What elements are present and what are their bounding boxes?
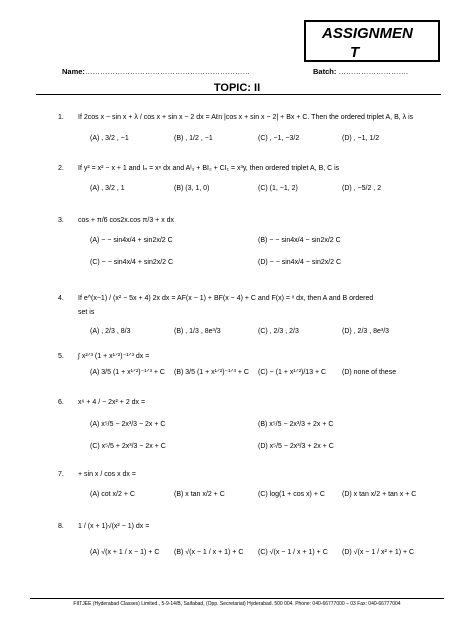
option-c: (C) (1, −1, 2) xyxy=(258,185,298,192)
option-d: (D) , −5/2 , 2 xyxy=(342,185,382,192)
option-b: (B) x tan x/2 + C xyxy=(174,491,225,498)
question-stem: If e^(x−1) / (x² − 5x + 4) 2x dx = AF(x − 1) + BF(x − 4) + C and F(x) = ˣ dx, then A and B ordered xyxy=(78,295,374,302)
question-stem: If y² = x² − x + 1 and Iₙ = xⁿ dx and Aᴵ₃ + BI₂ + CI₁ = x³y, then ordered triplet A, B, C is xyxy=(78,165,340,172)
batch-field xyxy=(313,67,408,76)
question-number: 8. xyxy=(58,523,64,530)
question-number: 7. xyxy=(58,471,64,478)
option-d: (D) − − sin4x/4 − sin2x/2 C xyxy=(258,259,342,266)
option-b: (B) √(x − 1 / x + 1) + C xyxy=(174,549,244,556)
name-field xyxy=(62,67,250,76)
option-c: (C) √(x − 1 / x + 1) + C xyxy=(258,549,328,556)
option-a: (A) , 3/2 , −1 xyxy=(90,135,129,142)
option-a: (A) , 2/3 , 8/3 xyxy=(90,328,131,335)
option-d: (D) x tan x/2 + tan x + C xyxy=(342,491,417,498)
question-number: 2. xyxy=(58,165,64,172)
option-a: (A) √(x + 1 / x − 1) + C xyxy=(90,549,160,556)
assignment-title-line1: ASSIGNMEN xyxy=(322,25,413,42)
assignment-title-line2: T xyxy=(350,44,360,61)
option-c: (C) − − sin4x/4 + sin2x/2 C xyxy=(90,259,174,266)
topic-heading: TOPIC: II xyxy=(213,82,261,94)
question-stem-continued: set is xyxy=(78,309,95,316)
question-stem: x⁶ + 4 / − 2x² + 2 dx = xyxy=(78,399,146,406)
question-stem: cos + π/6 cos2x.cos π/3 + x dx xyxy=(78,217,175,224)
assignment-title-box xyxy=(304,20,440,62)
question-number: 5. xyxy=(58,353,64,360)
option-a: (A) x⁵/5 − 2x³/3 − 2x + C xyxy=(90,421,166,428)
option-b: (B) 3/5 (1 + x¹ᐟ²)⁻¹ᐟ³ + C xyxy=(174,369,249,376)
name-label: Name: xyxy=(62,67,85,76)
question-stem: 1 / (x + 1)√(x² − 1) dx = xyxy=(78,523,150,530)
option-b: (B) x⁵/5 − 2x³/3 + 2x + C xyxy=(258,421,334,428)
option-b: (B) − − sin4x/4 − sin2x/2 C xyxy=(258,237,341,244)
option-c: (C) x⁵/5 + 2x³/3 − 2x + C xyxy=(90,443,166,450)
option-c: (C) , 2/3 , 2/3 xyxy=(258,328,299,335)
page-footer: FIITJEE (Hyderabad Classes) Limited., 5-9-14/B, Saifabad, (Opp. Secretariat) Hyderabad. 500 004. Phone: 040-66777000 – 03 Fax: 040-66777004 xyxy=(30,598,444,607)
question-number: 1. xyxy=(58,114,64,121)
option-d: (D) √(x − 1 / x² + 1) + C xyxy=(342,549,415,556)
option-d: (D) none of these xyxy=(342,369,397,376)
option-b: (B) (3, 1, 0) xyxy=(174,185,210,192)
batch-label: Batch: xyxy=(313,67,337,76)
batch-blank: ………………………. xyxy=(338,67,409,76)
option-a: (A) 3/5 (1 + x¹ᐟ²)⁻¹ᐟ³ + C xyxy=(90,369,165,376)
question-number: 6. xyxy=(58,399,64,406)
option-c: (C) , −1, −3/2 xyxy=(258,135,300,142)
question-stem: + sin x / cos x dx = xyxy=(78,471,136,478)
option-a: (A) cot x/2 + C xyxy=(90,491,135,498)
option-c: (C) log(1 + cos x) + C xyxy=(258,491,325,498)
option-b: (B) , 1/3 , 8e³/3 xyxy=(174,328,221,335)
name-blank: ………………………………………………………… xyxy=(84,67,250,76)
option-d: (D) , −1, 1/2 xyxy=(342,135,380,142)
option-a: (A) , 3/2 , 1 xyxy=(90,185,125,192)
topic-divider xyxy=(36,94,441,95)
question-stem: ∫ x²ᐟ³ (1 + x¹ᐟ²)⁻¹ᐟ³ dx = xyxy=(78,353,150,360)
question-stem: If 2cos x − sin x + λ / cos x + sin x − 2 dx = Aℓn |cos x + sin x − 2| + Bx + C. Then the ordered triplet A, B, λ is xyxy=(78,114,414,121)
option-c: (C) − (1 + x¹ᐟ²)/13 + C xyxy=(258,369,327,376)
option-d: (D) x⁵/5 − 2x³/3 + 2x + C xyxy=(258,443,334,450)
option-a: (A) − − sin4x/4 + sin2x/2 C xyxy=(90,237,173,244)
question-number: 3. xyxy=(58,217,64,224)
option-b: (B) , 1/2 , −1 xyxy=(174,135,213,142)
question-number: 4. xyxy=(58,295,64,302)
option-d: (D) , 2/3 , 8e³/3 xyxy=(342,328,390,335)
